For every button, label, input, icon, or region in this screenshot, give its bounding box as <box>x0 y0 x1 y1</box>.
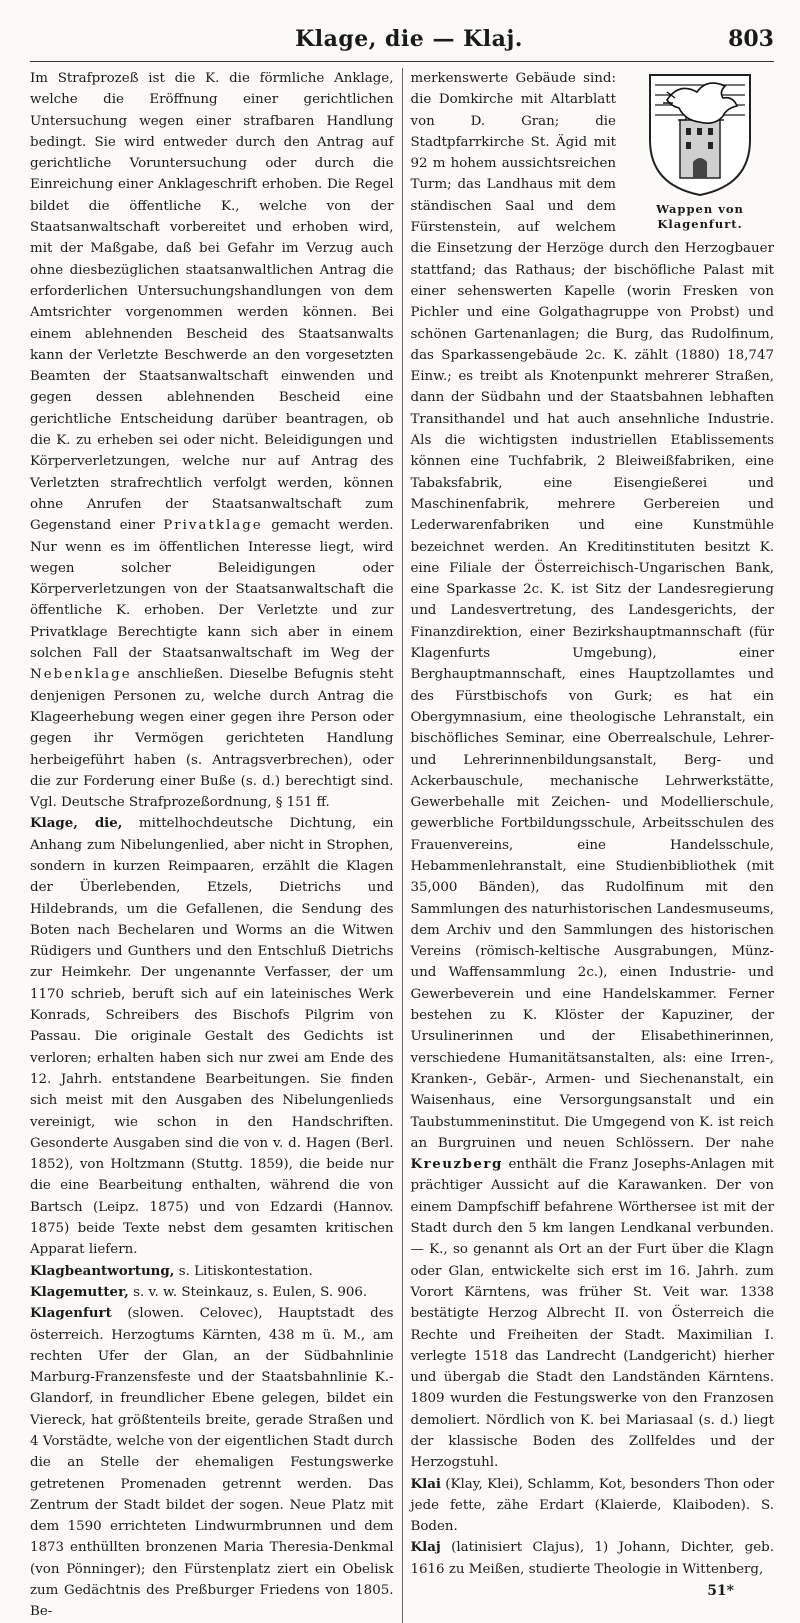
coat-of-arms-icon <box>645 70 755 198</box>
entry-headword: Klaj <box>410 1539 441 1556</box>
figure-caption: Wappen von Klagenfurt. <box>656 202 744 231</box>
entry-klaj <box>411 1537 775 1580</box>
entry-klagenfurt <box>30 1303 394 1622</box>
entry-body: (Klay, Klei), Schlamm, Kot, besonders Thon oder jede fette, zähe Erdart (Klaierde, Klaiboden). S. Boden. <box>410 1476 774 1535</box>
running-head: Klage, die — Klaj. <box>295 26 523 52</box>
text: Im Strafprozeß ist die K. die förmliche Anklage, welche die Eröffnung einer gerichtlichen Untersuchung wegen einer strafbaren Handlung bedingt. Sie wird entweder durch den Antrag auf gerichtliche Voruntersuchung oder durch die Einreichung einer Anklageschrift erhoben. Die Regel bildet die öffentliche K., welche von der Staatsanwaltschaft vorbereitet und erhoben wird, mit der Maßgabe, daß bei Gefahr im Verzug auch ohne diesbezüglichen staatsanwaltlichen Antrag die erforderlichen Untersuchungshandlungen von dem Amtsrichter vorgenommen werden können. Bei einem ablehnenden Bescheid des Staatsanwalts kann der Verletzte Beschwerde an den vorgesetzten Beamten der Staatsanwaltschaft einwenden und gegen dessen ablehnenden Bescheid eine gerichtliche Entscheidung darüber beantragen, ob die K. zu erheben sei oder nicht. Beleidigungen und Körperverletzungen, welche nur auf Antrag des Verletzten strafrechtlich verfolgt werden, können ohne Anrufen der Staatsanwaltschaft zum Gegenstand einer <box>30 71 394 534</box>
entry-headword: Klagemutter, <box>30 1283 129 1300</box>
term-privatklage: Privatklage <box>163 518 263 534</box>
text: enthält die Franz Josephs-Anlagen mit prächtiger Aussicht auf die Karawanken. Der von einem Dampfschiff befahrene Wörthersee ist mit der Stadt durch den 5 km langen Lendkanal verbunden. — K., so genannt als Ort an der Furt über die Klagn oder Glan, entwickelte sich erst im 16. Jahrh. zum Vorort Kärntens, was früher St. Veit war. 1338 bestätigte Herzog Albrecht II. von Österreich die Rechte und Freiheiten der Stadt. Maximilian I. verlegte 1518 das Landrecht (Landgericht) hierher und übergab die Stadt den Landständen Kärntens. 1809 wurden die Festungswerke von den Franzosen demoliert. Nördlich von K. bei Mariasaal (s. d.) liegt der klassische Boden des Zollfeldes und der Herzogstuhl. <box>410 1157 774 1471</box>
text: anschließen. Dieselbe Befugnis steht denjenigen Personen zu, welche durch Antrag die Klageerhebung wegen einer gegen ihre Person oder gegen ihr Vermögen gerichteten Handlung herbeigeführt haben (s. Antragsverbrechen), oder die zur Forderung einer Buße (s. d.) berechtigt sind. Vgl. Deutsche Strafprozeßordnung, § 151 ff. <box>30 667 394 811</box>
paragraph-klage-strafprozess <box>30 68 394 813</box>
entry-body: (slowen. Celovec), Hauptstadt des österreich. Herzogtums Kärnten, 438 m ü. M., am rechten Ufer der Glan, an der Südbahnlinie Marburg-Franzensfeste und der Staatsbahnlinie K.-Glandorf, in freundlicher Ebene gelegen, bildet ein Viereck, hat größtenteils breite, gerade Straßen und 4 Vorstädte, welche von der eigentlichen Stadt durch die an Stelle der ehemaligen Festungswerke getretenen Promenaden getrennt werden. Das Zentrum der Stadt bildet der sogen. Neue Platz mit dem 1590 errichteten Lindwurmbrunnen und dem 1873 enthüllten bronzenen Maria Theresia-Denkmal (von Pönninger); den Fürstenplatz ziert ein Obelisk zum Gedächtnis des Preßburger Friedens von 1805. Be- <box>30 1306 394 1620</box>
coat-of-arms-figure <box>626 70 774 232</box>
page-header <box>30 0 774 62</box>
page-number: 803 <box>728 26 774 52</box>
entry-klai <box>411 1474 775 1538</box>
term-kreuzberg: Kreuzberg <box>410 1156 503 1173</box>
signature-mark: 51* <box>707 1583 734 1600</box>
text: gemacht werden. Nur wenn es im öffentlichen Interesse liegt, wird wegen solcher Beleidigungen oder Körperverletzungen von der Staatsanwaltschaft die öffentliche K. erhoben. Der Verletzte und zur Privatklage Berechtigte kann sich aber in einem solchen Fall der Staatsanwaltschaft im Weg der <box>30 518 394 662</box>
entry-body: (latinisiert Clajus), 1) Johann, Dichter, geb. 1616 zu Meißen, studierte Theologie in Wittenberg, <box>410 1540 774 1577</box>
entry-headword: Klagbeantwortung, <box>30 1262 175 1279</box>
entry-body: mittelhochdeutsche Dichtung, ein Anhang zum Nibelungenlied, aber nicht in Strophen, sondern in kurzen Reimpaaren, erzählt die Klagen der Überlebenden, Etzels, Dietrichs und Hildebrands, um die Gefallenen, die Sendung des Boten nach Bechelaren und Worms an die Witwen Rüdigers und Gunthers und den Entschluß Dietrichs zur Heimkehr. Der ungenannte Verfasser, der um 1170 schrieb, beruft sich auf ein lateinisches Werk Konrads, Schreibers des Bischofs Pilgrim von Passau. Die originale Gestalt des Gedichts ist verloren; erhalten haben sich nur zwei am Ende des 12. Jahrh. entstandene Bearbeitungen. Sie finden sich meist mit den Ausgaben des Nibelungenlieds vereinigt, wie schon in den Handschriften. Gesonderte Ausgaben sind die von v. d. Hagen (Berl. 1852), von Holtzmann (Stuttg. 1859), die beide nur die eine Bearbeitung enthalten, während die von Bartsch (Leipz. 1875) und von Edzardi (Hannov. 1875) beide Texte nebst dem gesamten kritischen Apparat liefern. <box>30 816 394 1258</box>
paragraph-klagenfurt-continued <box>411 68 775 1474</box>
right-column <box>403 68 775 1623</box>
entry-klagemutter <box>30 1282 394 1303</box>
text-columns <box>30 68 774 1623</box>
left-column <box>30 68 403 1623</box>
entry-klagbeantwortung <box>30 1261 394 1282</box>
entry-headword: Klai <box>410 1475 441 1492</box>
term-nebenklage: Nebenklage <box>30 667 132 683</box>
text: merkenswerte Gebäude sind: die Domkirche mit Altarblatt von D. Gran; die Stadtpfarrkirche St. Ägid mit 92 m hohem aussichtsreichen Turm; das Landhaus mit dem ständischen Saal und dem Fürstenstein, auf welchem die Einsetzung der Herzöge durch den Herzogbauer stattfand; das Rathaus; der bischöfliche Palast mit einer sehenswerten Kapelle (worin Fresken von Pichler und eine Golgathagruppe von Probst) und schönen Gartenanlagen; die Burg, das Rudolfinum, das Sparkassengebäude 2c. K. zählt (1880) 18,747 Einw.; es treibt als Knotenpunkt mehrerer Straßen, dann der Südbahn und der Staatsbahnen lebhaften Transithandel und hat auch ansehnliche Industrie. Als die wichtigsten industriellen Etablissements können eine Tuchfabrik, 2 Bleiweißfabriken, eine Tabaksfabrik, eine Eisengießerei und Maschinenfabrik, mehrere Gerbereien und Lederwarenfabriken und eine Kunstmühle bezeichnet werden. An Kreditinstituten besitzt K. eine Filiale der Österreichisch-Ungarischen Bank, eine Sparkasse 2c. K. ist Sitz der Landesregierung und Landesvertretung, des Landesgerichts, der Finanzdirektion, einer Bezirkshauptmannschaft (für Klagenfurts Umgebung), einer Berghauptmannschaft, eines Hauptzollamtes und des Fürstbischofs von Gurk; es hat ein Obergymnasium, eine theologische Lehranstalt, ein bischöfliches Seminar, eine Oberrealschule, Lehrer- und Lehrerinnenbildungsanstalt, Berg- und Ackerbauschule, mechanische Lehrwerkstätte, Gewerbehalle mit Zeichen- und Modellierschule, gewerbliche Fortbildungsschule, Arbeitsschulen des Frauenvereins, eine Handelsschule, Hebammenlehranstalt, eine Studienbibliothek (mit 35,000 Bänden), das Rudolfinum mit den Sammlungen des naturhistorischen Landesmuseums, dem Archiv und den Sammlungen des historischen Vereins (römisch-keltische Ausgrabungen, Münz- und Waffensammlung 2c.), einen Industrie- und Gewerbeverein und eine Handelskammer. Ferner bestehen zu K. Klöster der Kapuziner, der Ursulinerinnen und der Elisabethinerinnen, verschiedene Humanitätsanstalten, als: eine Irren-, Kranken-, Gebär-, Armen- und Siechenanstalt, ein Waisenhaus, eine Versorgungsanstalt und ein Taubstummeninstitut. Die Umgegend von K. ist reich an Burgruinen und neuen Schlössern. Der nahe <box>410 71 774 1151</box>
entry-headword: Klagenfurt <box>30 1305 112 1322</box>
entry-body: s. Litiskontestation. <box>178 1263 313 1279</box>
entry-body: s. v. w. Steinkauz, s. Eulen, S. 906. <box>133 1284 368 1300</box>
entry-headword: Klage, die, <box>30 815 123 832</box>
entry-klage-die <box>30 813 394 1260</box>
